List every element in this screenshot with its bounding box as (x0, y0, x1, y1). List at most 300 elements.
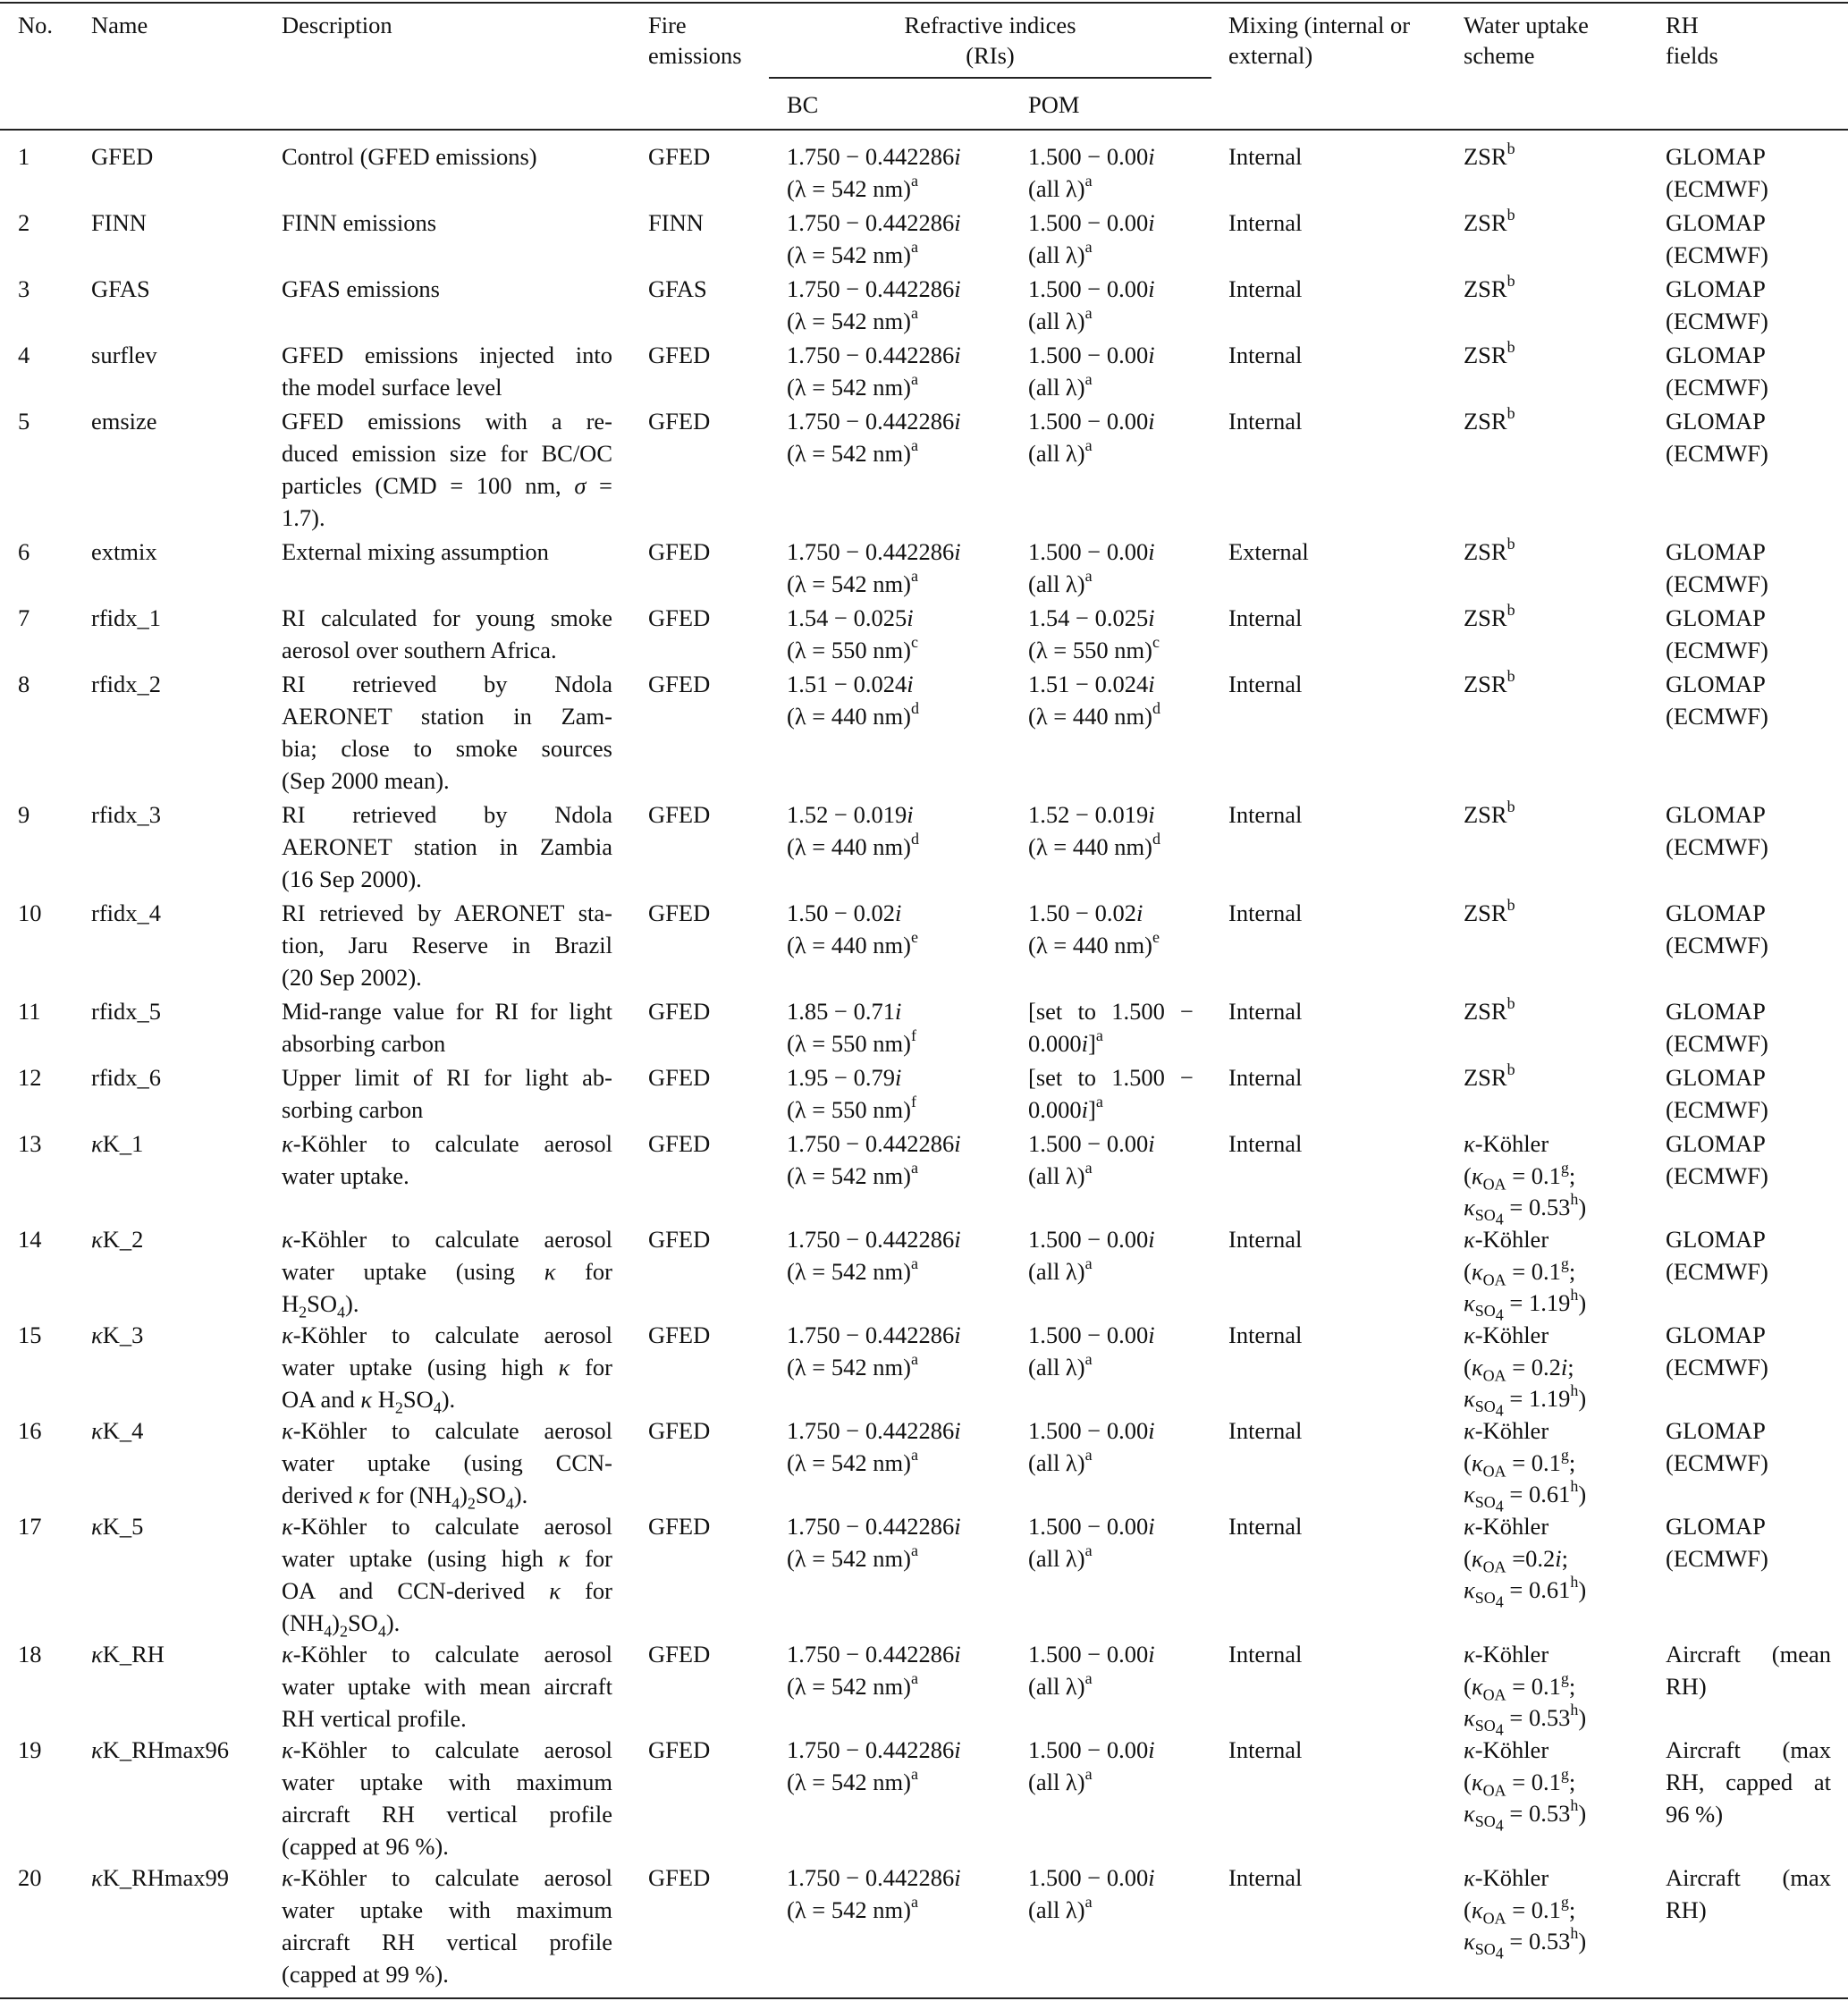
row-5-bc-ri-line-1: 1.750 − 0.442286i (787, 408, 961, 435)
row-12-water-uptake-line-1: ZSR$^b$ (1464, 1060, 1515, 1091)
row-12-no: 12 (18, 1064, 42, 1091)
row-2-no: 2 (18, 209, 30, 236)
row-17-pom-ri-line-2: (all λ)$^a$ (1028, 1541, 1093, 1572)
row-18-description-line-3: RH vertical profile. (282, 1705, 467, 1732)
row-17-description-line-2: water uptake (using high κ for (282, 1545, 612, 1572)
row-17-fire: GFED (648, 1513, 711, 1540)
row-13-name: κK_1 (91, 1130, 144, 1157)
row-20-name: κK_RHmax99 (91, 1864, 230, 1891)
row-4-pom-ri-line-1: 1.500 − 0.00i (1028, 342, 1155, 368)
row-10-bc-ri-line-2: (λ = 440 nm)$^e$ (787, 928, 918, 958)
row-15-bc-ri-line-1: 1.750 − 0.442286i (787, 1321, 961, 1348)
row-20-water-uptake-line-3: $\kappa_{SO_4} = 0.53^h$) (1464, 1924, 1587, 1963)
row-11-fire: GFED (648, 998, 711, 1025)
row-10-fire: GFED (648, 899, 711, 926)
row-16-bc-ri-line-1: 1.750 − 0.442286i (787, 1417, 961, 1444)
row-11-water-uptake-line-1: ZSR$^b$ (1464, 994, 1515, 1025)
row-9-bc-ri-line-1: 1.52 − 0.019i (787, 801, 914, 828)
row-20-mixing: Internal (1228, 1864, 1303, 1891)
row-17-description-line-1: κ-Köhler to calculate aerosol (282, 1513, 612, 1540)
row-10-description-line-2: tion, Jaru Reserve in Brazil (282, 932, 612, 958)
row-17-bc-ri-line-1: 1.750 − 0.442286i (787, 1513, 961, 1540)
row-7-rh-fields-line-2: (ECMWF) (1666, 637, 1768, 663)
header-ri-group-line-1: Refractive indices (904, 12, 1076, 38)
row-1-fire: GFED (648, 143, 711, 170)
row-1-rh-fields-line-1: GLOMAP (1666, 143, 1766, 170)
row-1-name: GFED (91, 143, 154, 170)
row-15-description-line-3: OA and κ $H_2SO_4$). (282, 1386, 456, 1417)
row-14-water-uptake-line-3: $\kappa_{SO_4} = 1.19^h$) (1464, 1286, 1587, 1324)
row-1-bc-ri-line-1: 1.750 − 0.442286i (787, 143, 961, 170)
row-12-pom-ri-line-1: [set to 1.500 − (1028, 1064, 1194, 1091)
row-17-water-uptake-line-1: κ-Köhler (1464, 1513, 1549, 1540)
row-18-description-line-1: κ-Köhler to calculate aerosol (282, 1641, 612, 1668)
row-19-bc-ri-line-1: 1.750 − 0.442286i (787, 1736, 961, 1763)
row-11-description-line-2: absorbing carbon (282, 1030, 446, 1057)
row-4-bc-ri-line-1: 1.750 − 0.442286i (787, 342, 961, 368)
row-11-mixing: Internal (1228, 998, 1303, 1025)
row-14-description-line-3: $H_2SO_4$). (282, 1290, 359, 1321)
row-5-description-line-3: particles (CMD = 100 nm, σ = (282, 472, 612, 499)
row-4-description-line-1: GFED emissions injected into (282, 342, 612, 368)
row-15-pom-ri-line-1: 1.500 − 0.00i (1028, 1321, 1155, 1348)
row-12-name: rfidx_6 (91, 1064, 162, 1091)
row-3-mixing: Internal (1228, 275, 1303, 302)
header-fire-line-1: Fire (648, 12, 687, 38)
header-ri-group-line-2: (RIs) (966, 42, 1015, 69)
row-18-name: κK_RH (91, 1641, 165, 1668)
row-8-mixing: Internal (1228, 671, 1303, 697)
row-7-bc-ri-line-2: (λ = 550 nm)$^c$ (787, 633, 918, 663)
row-14-water-uptake-line-2: ($\kappa_{OA} = 0.1^g$; (1464, 1254, 1576, 1288)
row-19-pom-ri-line-2: (all λ)$^a$ (1028, 1765, 1093, 1795)
row-9-pom-ri-line-1: 1.52 − 0.019i (1028, 801, 1155, 828)
row-17-pom-ri-line-1: 1.500 − 0.00i (1028, 1513, 1155, 1540)
row-14-pom-ri-line-2: (all λ)$^a$ (1028, 1254, 1093, 1285)
row-3-fire: GFAS (648, 275, 707, 302)
header-rh-line-1: RH (1666, 12, 1699, 38)
row-8-no: 8 (18, 671, 30, 697)
row-7-fire: GFED (648, 604, 711, 631)
row-19-name: κK_RHmax96 (91, 1736, 230, 1763)
row-19-fire: GFED (648, 1736, 711, 1763)
row-12-description-line-2: sorbing carbon (282, 1096, 424, 1123)
row-16-rh-fields-line-1: GLOMAP (1666, 1417, 1766, 1444)
row-5-pom-ri-line-2: (all λ)$^a$ (1028, 436, 1093, 467)
row-13-bc-ri-line-1: 1.750 − 0.442286i (787, 1130, 961, 1157)
row-11-no: 11 (18, 998, 41, 1025)
header-mixing-line-2: external) (1228, 42, 1313, 69)
row-15-fire: GFED (648, 1321, 711, 1348)
row-8-pom-ri-line-1: 1.51 − 0.024i (1028, 671, 1155, 697)
row-3-description-line-1: GFAS emissions (282, 275, 440, 302)
row-2-mixing: Internal (1228, 209, 1303, 236)
row-13-bc-ri-line-2: (λ = 542 nm)$^a$ (787, 1159, 918, 1189)
row-14-bc-ri-line-2: (λ = 542 nm)$^a$ (787, 1254, 918, 1285)
row-8-water-uptake-line-1: ZSR$^b$ (1464, 667, 1515, 697)
row-15-name: κK_3 (91, 1321, 144, 1348)
row-16-pom-ri-line-1: 1.500 − 0.00i (1028, 1417, 1155, 1444)
row-12-bc-ri-line-2: (λ = 550 nm)$^f$ (787, 1093, 916, 1123)
row-16-pom-ri-line-2: (all λ)$^a$ (1028, 1446, 1093, 1476)
row-13-pom-ri-line-2: (all λ)$^a$ (1028, 1159, 1093, 1189)
row-19-rh-fields-line-1: Aircraft (max (1666, 1736, 1831, 1763)
row-13-water-uptake-line-1: κ-Köhler (1464, 1130, 1549, 1157)
row-13-water-uptake-line-3: $\kappa_{SO_4} = 0.53^h$) (1464, 1190, 1587, 1228)
row-16-water-uptake-line-1: κ-Köhler (1464, 1417, 1549, 1444)
row-8-bc-ri-line-1: 1.51 − 0.024i (787, 671, 914, 697)
row-6-rh-fields-line-2: (ECMWF) (1666, 570, 1768, 597)
row-9-description-line-2: AERONET station in Zambia (282, 833, 612, 860)
row-1-mixing: Internal (1228, 143, 1303, 170)
header-description: Description (282, 12, 392, 38)
row-6-fire: GFED (648, 538, 711, 565)
row-3-bc-ri-line-1: 1.750 − 0.442286i (787, 275, 961, 302)
row-5-fire: GFED (648, 408, 711, 435)
row-19-description-line-4: (capped at 96 %). (282, 1833, 449, 1860)
row-6-water-uptake-line-1: ZSR$^b$ (1464, 535, 1515, 565)
row-4-rh-fields-line-2: (ECMWF) (1666, 374, 1768, 401)
row-4-mixing: Internal (1228, 342, 1303, 368)
row-20-description-line-3: aircraft RH vertical profile (282, 1929, 612, 1955)
row-15-water-uptake-line-2: ($\kappa_{OA} = 0.2i$; (1464, 1353, 1574, 1384)
row-10-name: rfidx_4 (91, 899, 162, 926)
row-15-rh-fields-line-2: (ECMWF) (1666, 1354, 1768, 1380)
row-9-mixing: Internal (1228, 801, 1303, 828)
row-5-rh-fields-line-2: (ECMWF) (1666, 440, 1768, 467)
header-no: No. (18, 12, 54, 38)
row-7-rh-fields-line-1: GLOMAP (1666, 604, 1766, 631)
row-18-water-uptake-line-2: ($\kappa_{OA} = 0.1^g$; (1464, 1668, 1576, 1703)
row-20-description-line-2: water uptake with maximum (282, 1896, 612, 1923)
row-8-rh-fields-line-1: GLOMAP (1666, 671, 1766, 697)
row-17-no: 17 (18, 1513, 42, 1540)
row-13-fire: GFED (648, 1130, 711, 1157)
row-18-bc-ri-line-1: 1.750 − 0.442286i (787, 1641, 961, 1668)
row-8-description-line-3: bia; close to smoke sources (282, 735, 612, 762)
row-5-water-uptake-line-1: ZSR$^b$ (1464, 404, 1515, 435)
row-5-bc-ri-line-2: (λ = 542 nm)$^a$ (787, 436, 918, 467)
row-18-rh-fields-line-2: RH) (1666, 1673, 1707, 1700)
row-18-pom-ri-line-1: 1.500 − 0.00i (1028, 1641, 1155, 1668)
row-2-water-uptake-line-1: ZSR$^b$ (1464, 206, 1515, 236)
row-14-no: 14 (18, 1226, 42, 1253)
row-8-rh-fields-line-2: (ECMWF) (1666, 703, 1768, 730)
row-2-rh-fields-line-1: GLOMAP (1666, 209, 1766, 236)
row-3-bc-ri-line-2: (λ = 542 nm)$^a$ (787, 304, 918, 334)
row-4-no: 4 (18, 342, 30, 368)
row-3-no: 3 (18, 275, 30, 302)
row-20-water-uptake-line-1: κ-Köhler (1464, 1864, 1549, 1891)
row-17-rh-fields-line-2: (ECMWF) (1666, 1545, 1768, 1572)
row-4-bc-ri-line-2: (λ = 542 nm)$^a$ (787, 370, 918, 401)
row-16-no: 16 (18, 1417, 42, 1444)
row-12-description-line-1: Upper limit of RI for light ab- (282, 1064, 612, 1091)
row-20-bc-ri-line-1: 1.750 − 0.442286i (787, 1864, 961, 1891)
row-14-fire: GFED (648, 1226, 711, 1253)
row-19-no: 19 (18, 1736, 42, 1763)
row-2-bc-ri-line-2: (λ = 542 nm)$^a$ (787, 238, 918, 268)
row-13-rh-fields-line-1: GLOMAP (1666, 1130, 1766, 1157)
row-2-fire: FINN (648, 209, 704, 236)
row-10-no: 10 (18, 899, 42, 926)
row-1-bc-ri-line-2: (λ = 542 nm)$^a$ (787, 172, 918, 202)
row-4-water-uptake-line-1: ZSR$^b$ (1464, 338, 1515, 368)
row-2-name: FINN (91, 209, 147, 236)
row-5-description-line-1: GFED emissions with a re- (282, 408, 612, 435)
row-15-water-uptake-line-1: κ-Köhler (1464, 1321, 1549, 1348)
row-18-water-uptake-line-3: $\kappa_{SO_4} = 0.53^h$) (1464, 1701, 1587, 1739)
row-10-bc-ri-line-1: 1.50 − 0.02i (787, 899, 902, 926)
row-4-fire: GFED (648, 342, 711, 368)
row-2-rh-fields-line-2: (ECMWF) (1666, 241, 1768, 268)
row-9-rh-fields-line-2: (ECMWF) (1666, 833, 1768, 860)
row-3-pom-ri-line-1: 1.500 − 0.00i (1028, 275, 1155, 302)
row-9-water-uptake-line-1: ZSR$^b$ (1464, 798, 1515, 828)
row-9-bc-ri-line-2: (λ = 440 nm)$^d$ (787, 830, 919, 860)
row-8-description-line-4: (Sep 2000 mean). (282, 767, 450, 794)
row-11-bc-ri-line-1: 1.85 − 0.71i (787, 998, 902, 1025)
row-17-bc-ri-line-2: (λ = 542 nm)$^a$ (787, 1541, 918, 1572)
row-14-bc-ri-line-1: 1.750 − 0.442286i (787, 1226, 961, 1253)
row-15-bc-ri-line-2: (λ = 542 nm)$^a$ (787, 1350, 918, 1380)
row-5-description-line-4: 1.7). (282, 504, 325, 531)
header-pom: POM (1028, 91, 1080, 118)
row-20-no: 20 (18, 1864, 42, 1891)
row-20-water-uptake-line-2: ($\kappa_{OA} = 0.1^g$; (1464, 1892, 1576, 1927)
row-11-rh-fields-line-1: GLOMAP (1666, 998, 1766, 1025)
row-20-description-line-1: κ-Köhler to calculate aerosol (282, 1864, 612, 1891)
row-12-pom-ri-line-2: 0.000i]$^a$ (1028, 1093, 1103, 1123)
header-bottom-rule (0, 129, 1848, 131)
row-6-pom-ri-line-1: 1.500 − 0.00i (1028, 538, 1155, 565)
row-10-rh-fields-line-2: (ECMWF) (1666, 932, 1768, 958)
row-20-bc-ri-line-2: (λ = 542 nm)$^a$ (787, 1893, 918, 1923)
row-15-pom-ri-line-2: (all λ)$^a$ (1028, 1350, 1093, 1380)
row-18-water-uptake-line-1: κ-Köhler (1464, 1641, 1549, 1668)
row-12-rh-fields-line-2: (ECMWF) (1666, 1096, 1768, 1123)
row-17-water-uptake-line-3: $\kappa_{SO_4} = 0.61^h$) (1464, 1573, 1587, 1611)
row-16-name: κK_4 (91, 1417, 144, 1444)
row-10-rh-fields-line-1: GLOMAP (1666, 899, 1766, 926)
row-14-description-line-1: κ-Köhler to calculate aerosol (282, 1226, 612, 1253)
row-18-rh-fields-line-1: Aircraft (mean (1666, 1641, 1831, 1668)
row-14-water-uptake-line-1: κ-Köhler (1464, 1226, 1549, 1253)
row-15-description-line-2: water uptake (using high κ for (282, 1354, 612, 1380)
row-18-description-line-2: water uptake with mean aircraft (282, 1673, 612, 1700)
row-15-mixing: Internal (1228, 1321, 1303, 1348)
row-9-rh-fields-line-1: GLOMAP (1666, 801, 1766, 828)
row-7-water-uptake-line-1: ZSR$^b$ (1464, 601, 1515, 631)
header-rh-line-2: fields (1666, 42, 1718, 69)
ri-group-rule (769, 77, 1211, 79)
row-17-description-line-3: OA and CCN-derived κ for (282, 1577, 612, 1604)
row-9-pom-ri-line-2: (λ = 440 nm)$^d$ (1028, 830, 1160, 860)
row-14-rh-fields-line-2: (ECMWF) (1666, 1258, 1768, 1285)
row-1-pom-ri-line-2: (all λ)$^a$ (1028, 172, 1093, 202)
row-13-description-line-1: κ-Köhler to calculate aerosol (282, 1130, 612, 1157)
row-6-mixing: External (1228, 538, 1309, 565)
row-18-fire: GFED (648, 1641, 711, 1668)
row-11-name: rfidx_5 (91, 998, 162, 1025)
row-7-pom-ri-line-2: (λ = 550 nm)$^c$ (1028, 633, 1160, 663)
header-bc: BC (787, 91, 819, 118)
row-3-name: GFAS (91, 275, 150, 302)
row-16-water-uptake-line-3: $\kappa_{SO_4} = 0.61^h$) (1464, 1477, 1587, 1516)
row-19-rh-fields-line-3: 96 %) (1666, 1801, 1724, 1828)
row-20-rh-fields-line-2: RH) (1666, 1896, 1707, 1923)
header-water-line-1: Water uptake (1464, 12, 1589, 38)
row-14-pom-ri-line-1: 1.500 − 0.00i (1028, 1226, 1155, 1253)
row-6-rh-fields-line-1: GLOMAP (1666, 538, 1766, 565)
row-8-fire: GFED (648, 671, 711, 697)
row-17-name: κK_5 (91, 1513, 144, 1540)
row-19-mixing: Internal (1228, 1736, 1303, 1763)
row-15-rh-fields-line-1: GLOMAP (1666, 1321, 1766, 1348)
row-7-description-line-1: RI calculated for young smoke (282, 604, 612, 631)
row-2-bc-ri-line-1: 1.750 − 0.442286i (787, 209, 961, 236)
row-5-description-line-2: duced emission size for BC/OC (282, 440, 612, 467)
row-1-water-uptake-line-1: ZSR$^b$ (1464, 139, 1515, 170)
row-18-no: 18 (18, 1641, 42, 1668)
row-19-pom-ri-line-1: 1.500 − 0.00i (1028, 1736, 1155, 1763)
row-15-no: 15 (18, 1321, 42, 1348)
row-17-water-uptake-line-2: ($\kappa_{OA} =0.2i$; (1464, 1544, 1569, 1575)
row-5-rh-fields-line-1: GLOMAP (1666, 408, 1766, 435)
row-3-pom-ri-line-2: (all λ)$^a$ (1028, 304, 1093, 334)
row-10-water-uptake-line-1: ZSR$^b$ (1464, 896, 1515, 926)
row-16-description-line-2: water uptake (using CCN- (282, 1449, 612, 1476)
row-18-pom-ri-line-2: (all λ)$^a$ (1028, 1669, 1093, 1700)
header-name: Name (91, 12, 148, 38)
row-14-rh-fields-line-1: GLOMAP (1666, 1226, 1766, 1253)
row-7-bc-ri-line-1: 1.54 − 0.025i (787, 604, 914, 631)
row-6-description-line-1: External mixing assumption (282, 538, 549, 565)
row-5-pom-ri-line-1: 1.500 − 0.00i (1028, 408, 1155, 435)
row-19-bc-ri-line-2: (λ = 542 nm)$^a$ (787, 1765, 918, 1795)
row-13-no: 13 (18, 1130, 42, 1157)
row-4-rh-fields-line-1: GLOMAP (1666, 342, 1766, 368)
row-16-fire: GFED (648, 1417, 711, 1444)
row-17-rh-fields-line-1: GLOMAP (1666, 1513, 1766, 1540)
row-19-description-line-2: water uptake with maximum (282, 1769, 612, 1795)
row-6-bc-ri-line-1: 1.750 − 0.442286i (787, 538, 961, 565)
row-4-pom-ri-line-2: (all λ)$^a$ (1028, 370, 1093, 401)
row-12-rh-fields-line-1: GLOMAP (1666, 1064, 1766, 1091)
row-6-no: 6 (18, 538, 30, 565)
row-20-pom-ri-line-2: (all λ)$^a$ (1028, 1893, 1093, 1923)
row-11-rh-fields-line-2: (ECMWF) (1666, 1030, 1768, 1057)
row-5-name: emsize (91, 408, 157, 435)
row-7-description-line-2: aerosol over southern Africa. (282, 637, 557, 663)
row-10-description-line-1: RI retrieved by AERONET sta- (282, 899, 612, 926)
row-8-name: rfidx_2 (91, 671, 162, 697)
row-16-mixing: Internal (1228, 1417, 1303, 1444)
row-18-mixing: Internal (1228, 1641, 1303, 1668)
row-10-pom-ri-line-2: (λ = 440 nm)$^e$ (1028, 928, 1160, 958)
row-20-rh-fields-line-1: Aircraft (max (1666, 1864, 1831, 1891)
header-water-line-2: scheme (1464, 42, 1535, 69)
row-14-description-line-2: water uptake (using κ for (282, 1258, 612, 1285)
row-19-description-line-3: aircraft RH vertical profile (282, 1801, 612, 1828)
row-19-water-uptake-line-3: $\kappa_{SO_4} = 0.53^h$) (1464, 1796, 1587, 1835)
row-16-rh-fields-line-2: (ECMWF) (1666, 1449, 1768, 1476)
top-rule (0, 2, 1848, 4)
row-7-mixing: Internal (1228, 604, 1303, 631)
row-9-fire: GFED (648, 801, 711, 828)
row-15-water-uptake-line-3: $\kappa_{SO_4} = 1.19^h$) (1464, 1381, 1587, 1420)
row-1-rh-fields-line-2: (ECMWF) (1666, 175, 1768, 202)
row-14-name: κK_2 (91, 1226, 144, 1253)
row-6-pom-ri-line-2: (all λ)$^a$ (1028, 567, 1093, 597)
row-1-no: 1 (18, 143, 30, 170)
row-13-mixing: Internal (1228, 1130, 1303, 1157)
row-19-water-uptake-line-2: ($\kappa_{OA} = 0.1^g$; (1464, 1764, 1576, 1799)
row-13-description-line-2: water uptake. (282, 1162, 409, 1189)
row-12-mixing: Internal (1228, 1064, 1303, 1091)
row-20-fire: GFED (648, 1864, 711, 1891)
row-8-pom-ri-line-2: (λ = 440 nm)$^d$ (1028, 699, 1160, 730)
row-17-description-line-4: $(NH_4)_2SO_4$). (282, 1609, 401, 1641)
row-9-description-line-1: RI retrieved by Ndola (282, 801, 612, 828)
row-13-water-uptake-line-2: ($\kappa_{OA} = 0.1^g$; (1464, 1158, 1576, 1193)
row-2-description-line-1: FINN emissions (282, 209, 437, 236)
row-2-pom-ri-line-1: 1.500 − 0.00i (1028, 209, 1155, 236)
row-13-rh-fields-line-2: (ECMWF) (1666, 1162, 1768, 1189)
row-19-description-line-1: κ-Köhler to calculate aerosol (282, 1736, 612, 1763)
row-7-no: 7 (18, 604, 30, 631)
bottom-rule (0, 1997, 1848, 1999)
row-13-pom-ri-line-1: 1.500 − 0.00i (1028, 1130, 1155, 1157)
row-10-pom-ri-line-1: 1.50 − 0.02i (1028, 899, 1143, 926)
row-10-mixing: Internal (1228, 899, 1303, 926)
row-5-mixing: Internal (1228, 408, 1303, 435)
row-6-bc-ri-line-2: (λ = 542 nm)$^a$ (787, 567, 918, 597)
row-10-description-line-3: (20 Sep 2002). (282, 964, 422, 991)
row-7-name: rfidx_1 (91, 604, 162, 631)
row-3-water-uptake-line-1: ZSR$^b$ (1464, 272, 1515, 302)
row-3-rh-fields-line-1: GLOMAP (1666, 275, 1766, 302)
row-5-no: 5 (18, 408, 30, 435)
row-20-pom-ri-line-1: 1.500 − 0.00i (1028, 1864, 1155, 1891)
row-4-name: surflev (91, 342, 157, 368)
row-1-pom-ri-line-1: 1.500 − 0.00i (1028, 143, 1155, 170)
row-9-name: rfidx_3 (91, 801, 162, 828)
row-7-pom-ri-line-1: 1.54 − 0.025i (1028, 604, 1155, 631)
row-3-rh-fields-line-2: (ECMWF) (1666, 308, 1768, 334)
row-1-description-line-1: Control (GFED emissions) (282, 143, 537, 170)
row-9-no: 9 (18, 801, 30, 828)
row-11-pom-ri-line-1: [set to 1.500 − (1028, 998, 1194, 1025)
row-19-water-uptake-line-1: κ-Köhler (1464, 1736, 1549, 1763)
row-17-mixing: Internal (1228, 1513, 1303, 1540)
row-11-bc-ri-line-2: (λ = 550 nm)$^f$ (787, 1026, 916, 1057)
header-mixing-line-1: Mixing (internal or (1228, 12, 1411, 38)
row-12-fire: GFED (648, 1064, 711, 1091)
row-18-bc-ri-line-2: (λ = 542 nm)$^a$ (787, 1669, 918, 1700)
row-16-water-uptake-line-2: ($\kappa_{OA} = 0.1^g$; (1464, 1445, 1576, 1480)
row-20-description-line-4: (capped at 99 %). (282, 1961, 449, 1988)
row-15-description-line-1: κ-Köhler to calculate aerosol (282, 1321, 612, 1348)
row-4-description-line-2: the model surface level (282, 374, 502, 401)
row-16-description-line-1: κ-Köhler to calculate aerosol (282, 1417, 612, 1444)
row-6-name: extmix (91, 538, 157, 565)
row-14-mixing: Internal (1228, 1226, 1303, 1253)
row-16-description-line-3: derived κ for $(NH_4)_2SO_4$). (282, 1482, 528, 1513)
header-fire-line-2: emissions (648, 42, 742, 69)
row-11-pom-ri-line-2: 0.000i]$^a$ (1028, 1026, 1103, 1057)
row-8-description-line-2: AERONET station in Zam- (282, 703, 612, 730)
